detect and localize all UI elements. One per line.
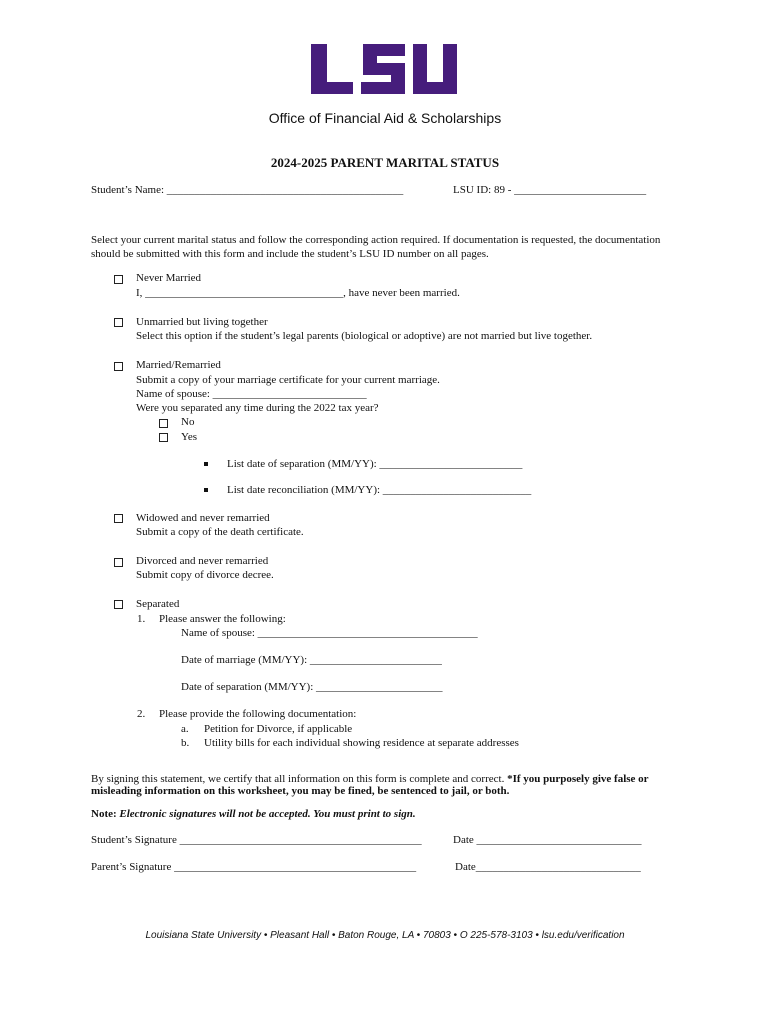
separated-yes-checkbox[interactable] [159,433,168,442]
instructions-line-2: should be submitted with this form and include the student’s LSU ID number on all pages. [91,248,489,260]
married-line-1: Submit a copy of your marriage certificate for your current marriage. [136,374,440,386]
separated-title: Separated [136,598,180,610]
divorced-checkbox[interactable] [114,558,123,567]
separated-spouse-field[interactable]: Name of spouse: ________________________________________ [181,627,478,639]
step-2-number: 2. [137,708,146,720]
widowed-line: Submit a copy of the death certificate. [136,526,304,538]
married-title: Married/Remarried [136,359,221,371]
separated-no-label: No [181,416,195,428]
student-signature-field[interactable]: Student’s Signature ____________________________________________ [91,834,422,846]
married-line-3: Were you separated any time during the 2022 tax year? [136,402,379,414]
note [91,808,416,820]
doc-b-text: Utility bills for each individual showing residence at separate addresses [204,737,519,749]
form-title: 2024-2025 PARENT MARITAL STATUS [270,155,500,170]
step-1-number: 1. [137,613,146,625]
separation-date-field-2[interactable]: Date of separation (MM/YY): _______________________ [181,681,443,693]
separation-date-field[interactable]: List date of separation (MM/YY): __________________________ [227,458,523,470]
doc-a-letter: a. [181,723,189,735]
never-married-title: Never Married [136,272,202,284]
separated-yes-label: Yes [181,431,198,443]
certify-line-2: misleading information on this worksheet, you may be fined, be sentenced to jail, or both. [91,785,510,797]
marriage-date-field[interactable]: Date of marriage (MM/YY): ________________________ [181,654,442,666]
widowed-checkbox[interactable] [114,514,123,523]
reconciliation-date-field[interactable]: List date reconciliation (MM/YY): ___________________________ [227,484,532,496]
footer-address: Louisiana State University • Pleasant Hall • Baton Rouge, LA • 70803 • O 225-578-3103 • lsu.edu/verification [145,930,625,941]
lsu-logo [309,44,459,101]
unmarried-together-checkbox[interactable] [114,318,123,327]
widowed-title: Widowed and never remarried [136,512,270,524]
certify-line-1 [91,773,649,785]
doc-b-letter: b. [181,737,190,749]
separated-no-checkbox[interactable] [159,419,168,428]
student-date-field[interactable]: Date ______________________________ [453,834,642,846]
doc-a-text: Petition for Divorce, if applicable [204,723,353,735]
divorced-line: Submit copy of divorce decree. [136,569,274,581]
step-1-text: Please answer the following: [159,613,286,625]
step-2-text: Please provide the following documentation: [159,708,357,720]
unmarried-together-title: Unmarried but living together [136,316,268,328]
student-name-field[interactable]: Student’s Name: ___________________________________________ [91,184,404,196]
note-label: Note: [91,808,120,820]
lsu-id-field[interactable]: LSU ID: 89 - ________________________ [453,184,647,196]
never-married-line[interactable]: I, ____________________________________, have never been married. [136,287,460,299]
office-name: Office of Financial Aid & Scholarships [268,110,502,126]
instructions-line-1: Select your current marital status and follow the corresponding action required. If documentation is requested, the documentation [91,234,661,246]
note-text: Electronic signatures will not be accepted. You must print to sign. [119,808,416,820]
bullet-icon [204,488,208,492]
never-married-checkbox[interactable] [114,275,123,284]
divorced-title: Divorced and never remarried [136,555,269,567]
unmarried-together-line: Select this option if the student’s legal parents (biological or adoptive) are not married but live together. [136,330,593,342]
parent-signature-field[interactable]: Parent’s Signature ____________________________________________ [91,861,417,873]
bullet-icon [204,462,208,466]
parent-date-field[interactable]: Date______________________________ [455,861,641,873]
married-checkbox[interactable] [114,362,123,371]
certify-bold: *If you purposely give false or [507,773,649,785]
certify-plain: By signing this statement, we certify that all information on this form is complete and correct. [91,773,508,785]
married-spouse-field[interactable]: Name of spouse: ____________________________ [136,388,367,400]
separated-checkbox[interactable] [114,600,123,609]
